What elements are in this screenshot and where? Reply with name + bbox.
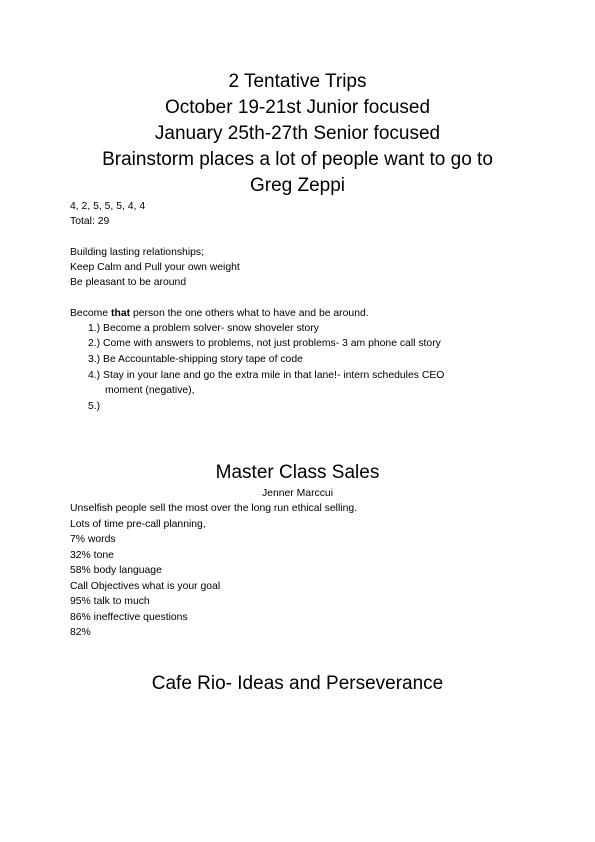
relationships-line: Be pleasant to be around bbox=[70, 277, 187, 288]
relationships-line: Keep Calm and Pull your own weight bbox=[70, 262, 240, 273]
master-class-line: Unselfish people sell the most over the long run ethical selling. bbox=[70, 503, 358, 514]
master-class-line: 95% talk to much bbox=[70, 596, 150, 607]
master-class-line: 7% words bbox=[70, 534, 116, 545]
master-class-line: Call Objectives what is your goal bbox=[70, 581, 221, 592]
become-prefix: Become bbox=[70, 308, 112, 319]
list-item: 4.) Stay in your lane and go the extra mile in that lane!- intern schedules CEO bbox=[88, 370, 445, 381]
scores-values: 4, 2, 5, 5, 5, 4, 4 bbox=[70, 201, 146, 212]
list-item-continuation-text: moment (negative), bbox=[105, 385, 195, 396]
list-item: 2.) Come with answers to problems, not just problems- 3 am phone call story bbox=[88, 338, 441, 349]
become-bold: that bbox=[111, 308, 131, 319]
master-class-line: 32% tone bbox=[70, 550, 114, 561]
list-item-continuation bbox=[88, 383, 195, 398]
header-line-brainstorm: Brainstorm places a lot of people want to go to bbox=[102, 149, 493, 170]
list-item: 5.) bbox=[88, 401, 101, 412]
header-line-trips: 2 Tentative Trips bbox=[228, 71, 367, 92]
relationships-line: Building lasting relationships; bbox=[70, 247, 205, 258]
master-class-title: Master Class Sales bbox=[215, 462, 380, 483]
scores-total: Total: 29 bbox=[70, 216, 110, 227]
cafe-rio-title: Cafe Rio- Ideas and Perseverance bbox=[151, 673, 444, 694]
become-intro bbox=[70, 306, 369, 321]
master-class-line: 86% ineffective questions bbox=[70, 612, 188, 623]
master-class-line: Lots of time pre-call planning, bbox=[70, 519, 206, 530]
header-line-speaker: Greg Zeppi bbox=[249, 175, 346, 196]
become-suffix: person the one others what to have and be around. bbox=[130, 308, 369, 319]
header-line-january: January 25th-27th Senior focused bbox=[154, 123, 441, 144]
list-item: 3.) Be Accountable-shipping story tape of code bbox=[88, 354, 303, 365]
header-line-october: October 19-21st Junior focused bbox=[164, 97, 431, 118]
master-class-presenter: Jenner Marccui bbox=[261, 488, 334, 499]
master-class-line: 58% body language bbox=[70, 565, 162, 576]
master-class-line: 82% bbox=[70, 627, 91, 638]
list-item: 1.) Become a problem solver- snow shoveler story bbox=[88, 323, 319, 334]
